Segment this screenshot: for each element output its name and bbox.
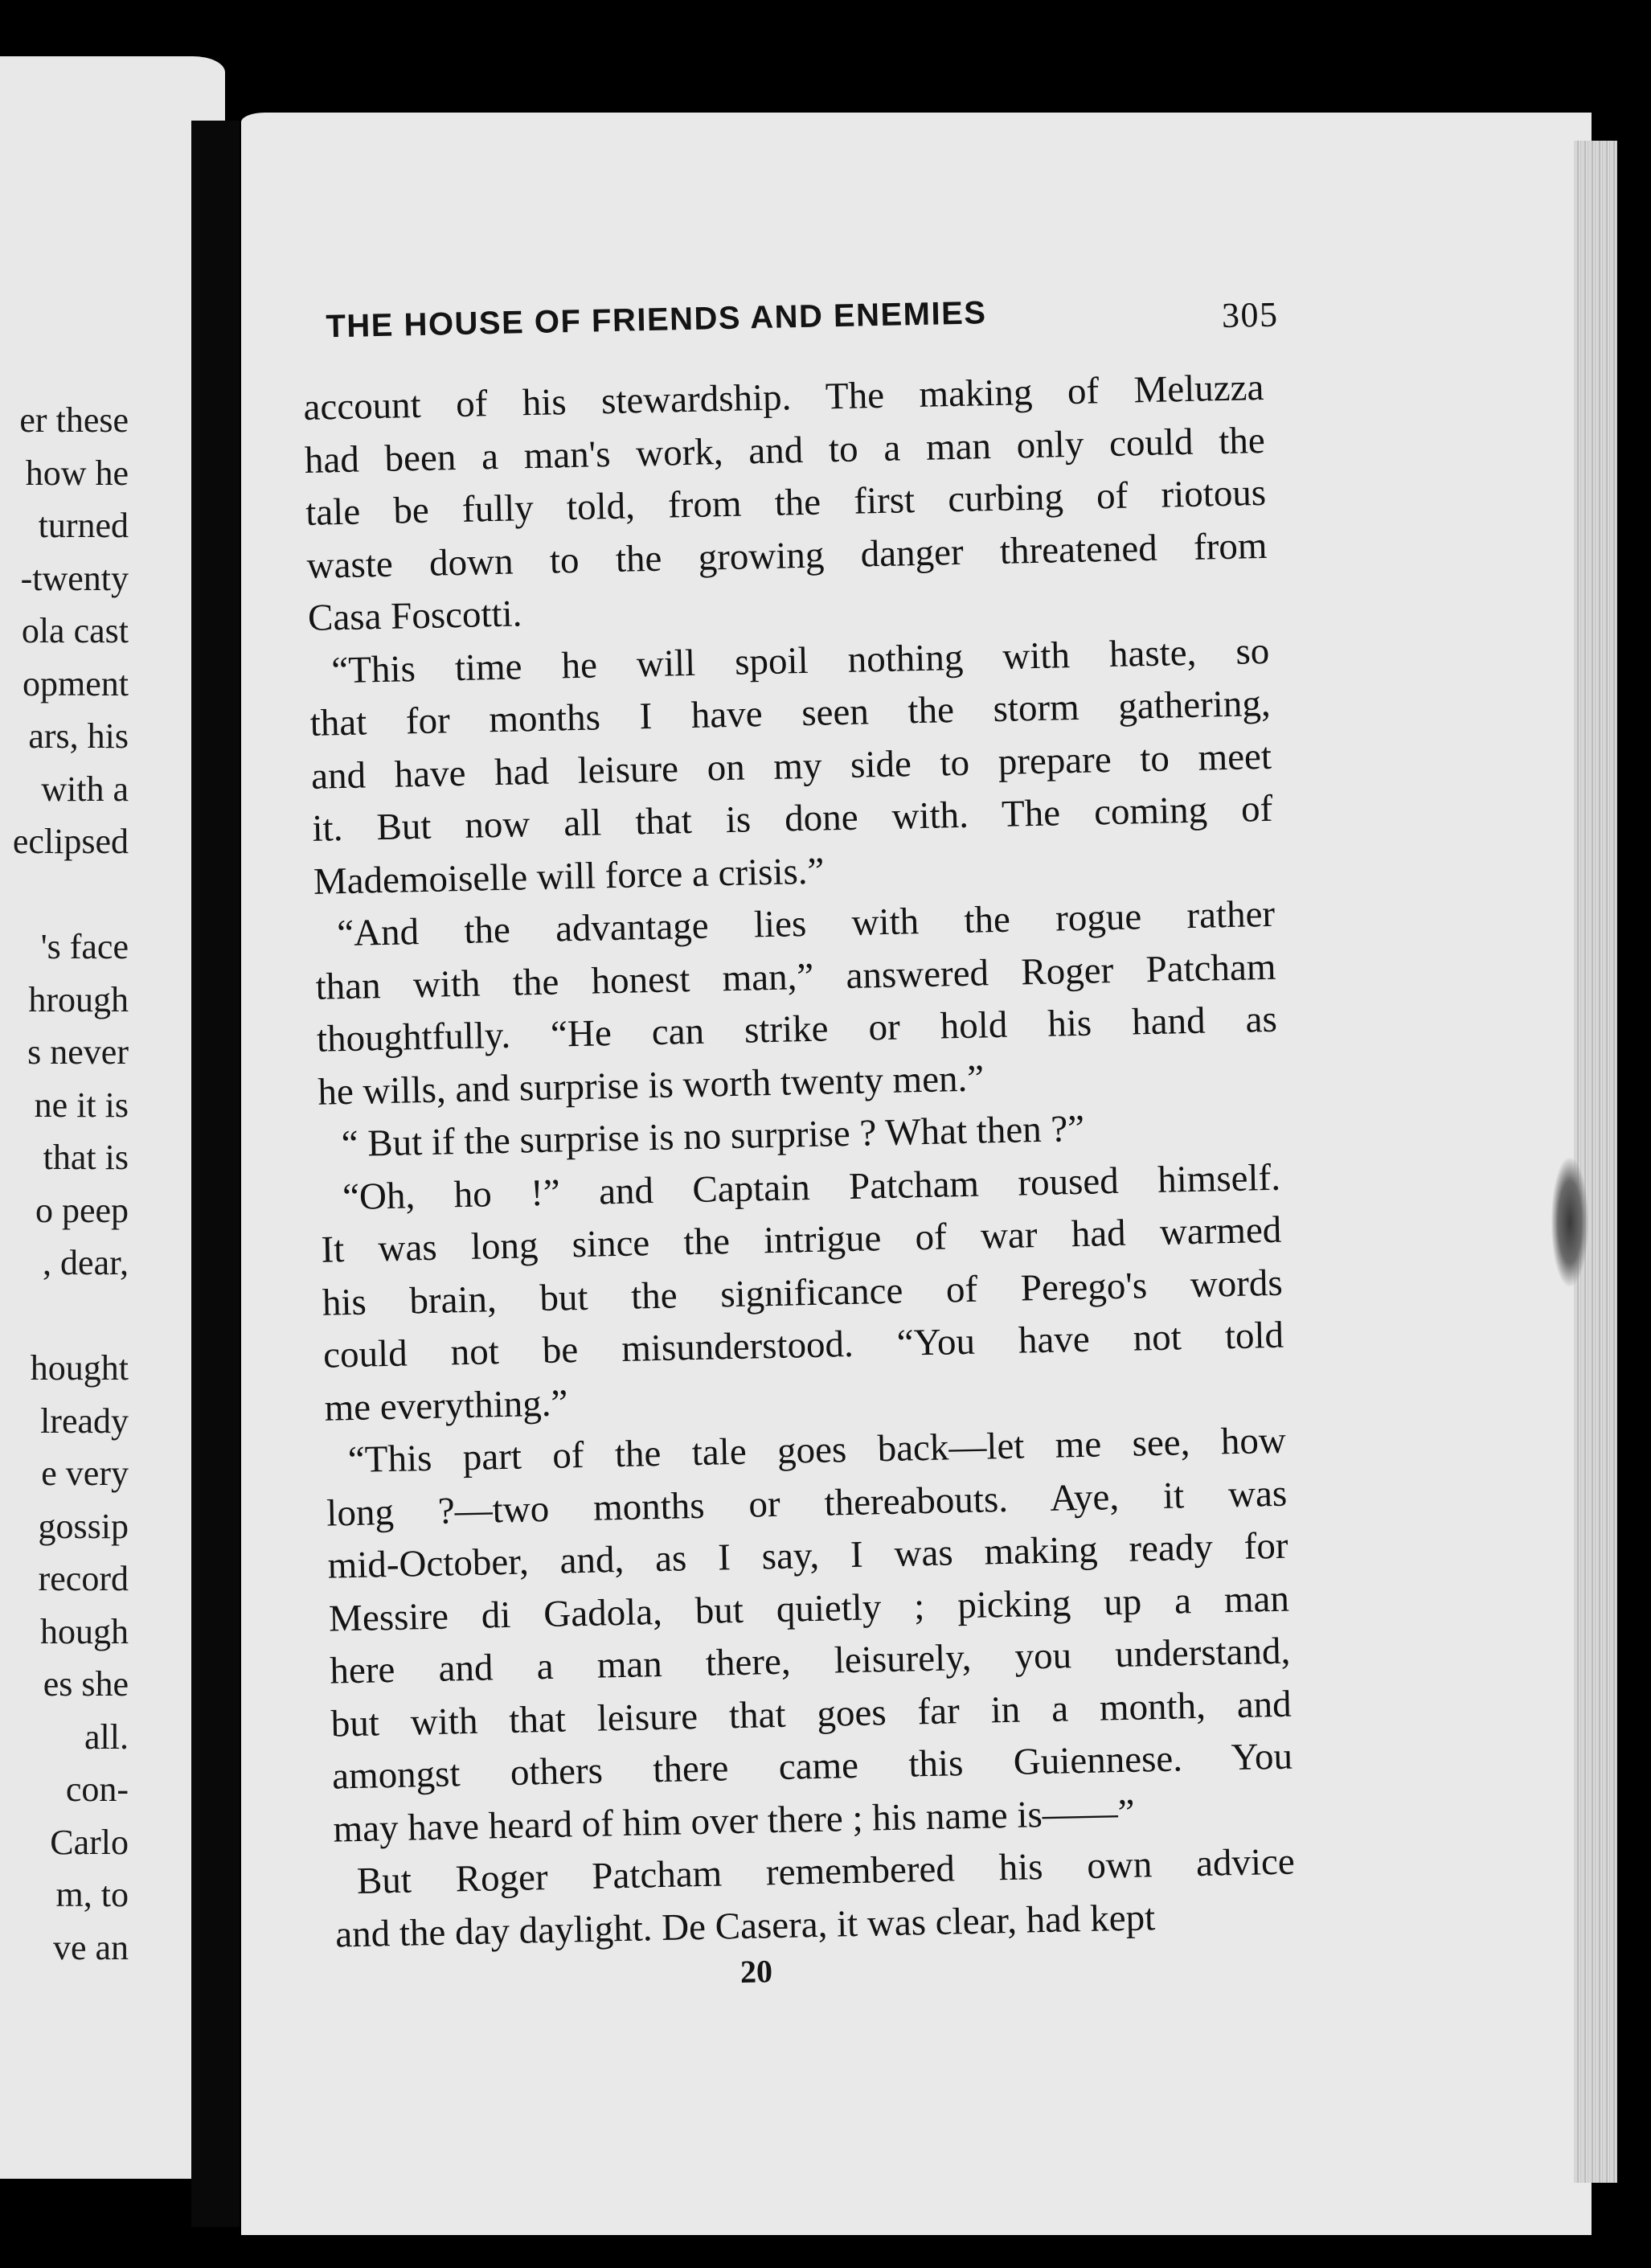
text-line: tale be fully told, from the first curbing of riotous: [305, 471, 1267, 534]
left-page-line: hought: [30, 1348, 129, 1388]
left-page-line: hough: [40, 1611, 129, 1651]
text-line: that for months I have seen the storm gathering,: [309, 682, 1272, 744]
page-number: 305: [1221, 294, 1279, 336]
paragraph: [325, 1415, 1294, 1856]
left-page-line: [0, 868, 129, 921]
text-line: me everything.”: [324, 1381, 568, 1429]
running-head: THE HOUSE OF FRIENDS AND ENEMIES: [325, 295, 987, 345]
left-page-line: with a: [41, 769, 129, 809]
text-line: “Oh, ho !” and Captain Patcham roused himself.: [342, 1156, 1281, 1218]
left-page-line: e very: [41, 1454, 129, 1493]
text-line: long ?—two months or thereabouts. Aye, it was: [326, 1472, 1288, 1535]
left-page-line: ne it is: [34, 1085, 129, 1125]
left-page-text: [0, 394, 129, 1974]
text-line: Mademoiselle will force a crisis.”: [313, 850, 825, 903]
left-page-line: all.: [84, 1716, 129, 1757]
left-page-line: turned: [38, 506, 129, 545]
left-page-line: -twenty: [20, 558, 129, 598]
text-line: thoughtfully. “He can strike or hold his hand as: [316, 998, 1278, 1060]
left-page-line: , dear,: [43, 1243, 129, 1282]
left-page-line: ve an: [52, 1927, 129, 1967]
page-text-block: [301, 289, 1297, 1999]
book-gutter: [191, 121, 240, 2227]
text-line: waste down to the growing danger threatened from: [306, 524, 1268, 587]
left-page-line: m, to: [55, 1875, 129, 1914]
left-page-line: es she: [43, 1664, 129, 1704]
text-line: and the day daylight. De Casera, it was clear, had kept: [334, 1896, 1156, 1956]
text-line: but with that leisure that goes far in a month, and: [330, 1683, 1293, 1745]
left-page-line: er these: [19, 400, 129, 440]
text-line: But Roger Patcham remembered his own advice: [356, 1840, 1296, 1902]
left-page-line: s never: [27, 1032, 129, 1072]
left-page-line: gossip: [38, 1506, 129, 1546]
text-line: Casa Foscotti.: [307, 593, 522, 639]
text-line: his brain, but the significance of Perego's words: [322, 1261, 1284, 1324]
text-line: could not be misunderstood. “You have not told: [322, 1314, 1284, 1376]
left-page-line: hrough: [28, 979, 129, 1019]
left-page-line: Carlo: [50, 1822, 129, 1862]
left-page-line: opment: [23, 663, 129, 703]
left-page-line: o peep: [35, 1190, 129, 1230]
paragraph: [309, 625, 1275, 908]
text-line: had been a man's work, and to a man only could the: [304, 419, 1266, 482]
text-line: It was long since the intrigue of war had warmed: [320, 1208, 1282, 1271]
body-text: [303, 362, 1297, 1962]
left-page-line: [0, 1290, 129, 1343]
text-line: it. But now all that is done with. The coming of: [311, 787, 1273, 850]
edge-smudge: [1551, 1158, 1588, 1286]
text-line: mid-October, and, as I say, I was making ready for: [327, 1524, 1289, 1587]
text-line: “This time he will spoil nothing with haste, so: [330, 630, 1270, 691]
left-page-line: ars, his: [28, 716, 129, 756]
left-page-line: how he: [25, 453, 129, 493]
paragraph: [314, 888, 1279, 1119]
left-page-line: record: [38, 1559, 129, 1598]
left-page-line: ola cast: [21, 611, 129, 650]
left-page-line: lready: [40, 1401, 129, 1441]
text-line: Messire di Gadola, but quietly ; picking up a man: [328, 1577, 1290, 1640]
paragraph: [334, 1836, 1296, 1962]
text-line: “This part of the tale goes back—let me see, how: [347, 1419, 1287, 1482]
text-line: account of his stewardship. The making of Meluzza: [303, 366, 1264, 429]
paragraph: [319, 1151, 1285, 1434]
left-page-line: that is: [43, 1138, 129, 1177]
text-line: “ But if the surprise is no surprise ? What then ?”: [341, 1107, 1085, 1166]
text-line: here and a man there, leisurely, you understand,: [329, 1630, 1291, 1692]
signature-mark: 20: [739, 1953, 773, 1991]
text-line: “And the advantage lies with the rogue rather: [336, 892, 1276, 955]
left-page-line: eclipsed: [12, 822, 129, 861]
text-line: and have had leisure on my side to prepare to meet: [310, 735, 1272, 798]
text-line: amongst others there came this Guiennese. You: [331, 1735, 1293, 1798]
text-line: than with the honest man,” answered Roger Patcham: [315, 945, 1276, 1008]
paragraph: [303, 362, 1269, 645]
left-page-line: 's face: [40, 927, 129, 966]
left-page-line: con-: [65, 1770, 129, 1809]
text-line: he wills, and surprise is worth twenty men.”: [317, 1056, 985, 1113]
text-line: may have heard of him over there ; his name is——”: [333, 1791, 1136, 1851]
